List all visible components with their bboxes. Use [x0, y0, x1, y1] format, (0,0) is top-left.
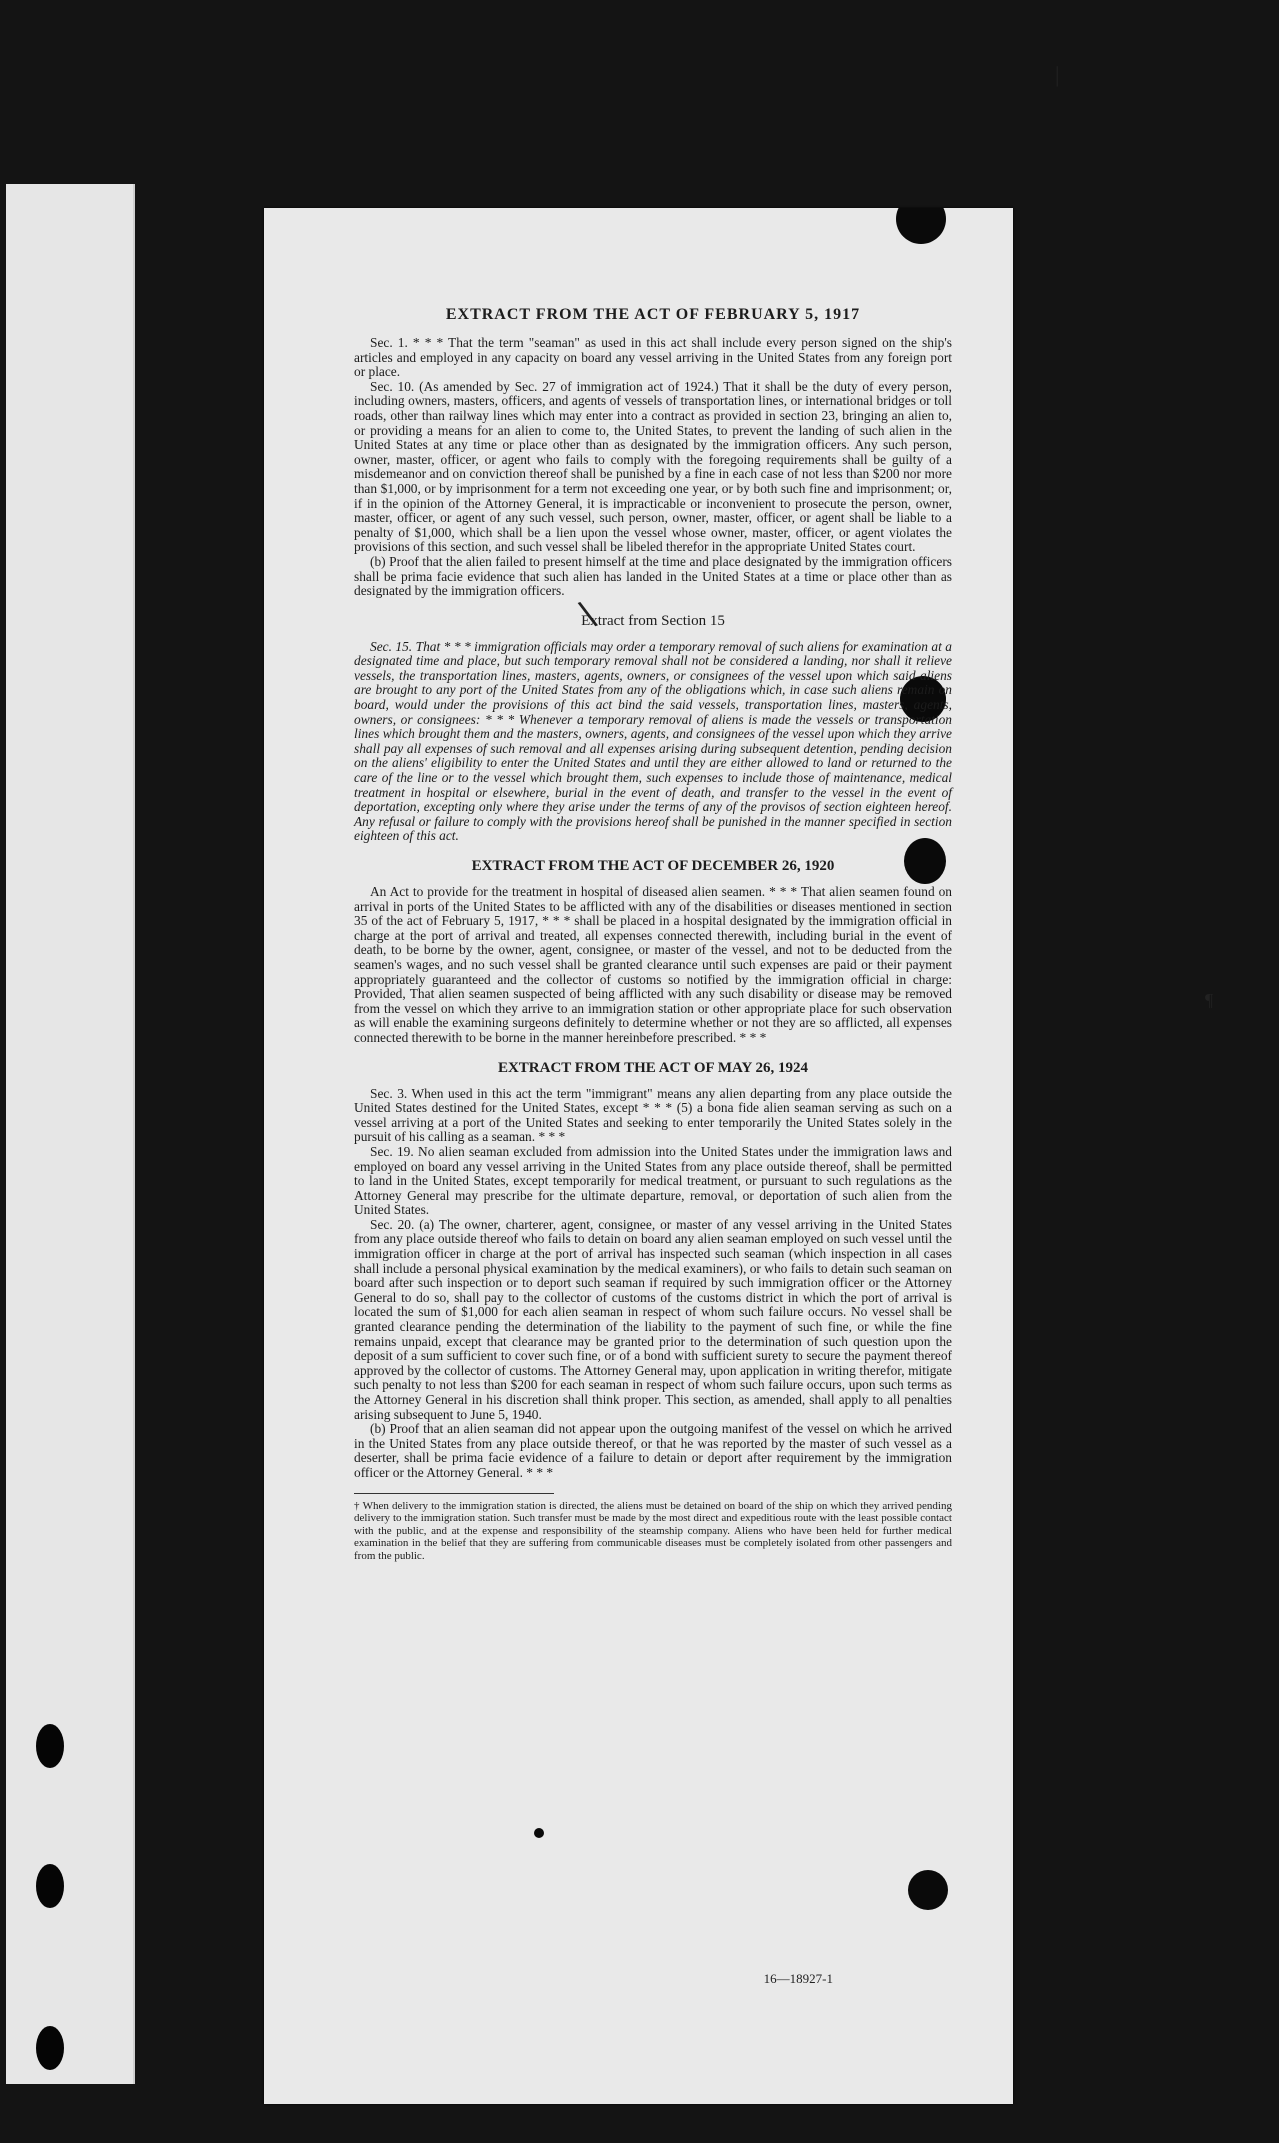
print-code: 16—18927-1	[763, 1971, 833, 1986]
paragraph-sec-15: Sec. 15. That * * * immigration officials may order a temporary removal of such aliens for examination at a designated time and place, but such temporary removal shall not be considered a landing, nor shall it relieve vessels, the transportation lines, masters, agents, owners, or consignees of the vessel upon which said aliens are brought to any port of the United States from any of the obligations which, in case such aliens remain on board, would under the provisions of this act bind the said vessels, transportation lines, masters, agents, owners, or consignees: * * * Whenever a temporary removal of aliens is made the vessels or transportation lines which brought them and the masters, owners, agents, and consignees of the vessel upon which they arrive shall pay all expenses of such removal and all expenses arising during subsequent detention, pending decision on the aliens' eligibility to enter the United States and until they are either allowed to land or returned to the care of the line or to the vessel which brought them, such expenses to include those of maintenance, medical treatment in hospital or elsewhere, burial in the event of death, and transfer to the vessel in the event of deportation, excepting only where they arise under the terms of any of the provisos of section eighteen hereof. Any refusal or failure to comply with the provisions hereof shall be punished in the manner specified in section eighteen of this act.	[354, 638, 952, 844]
document-page	[264, 208, 1013, 2104]
scan-mark: ¶	[1205, 990, 1214, 1010]
handwritten-mark: \	[575, 593, 600, 635]
ink-spot	[534, 1828, 544, 1838]
section-heading-1917: EXTRACT FROM THE ACT OF FEBRUARY 5, 1917	[445, 306, 861, 323]
footnote-rule	[354, 1493, 554, 1494]
punch-hole	[896, 208, 946, 244]
paragraph-sec-19: Sec. 19. No alien seaman excluded from admission into the United States under the immigration laws and employed on board any vessel arriving in the United States from any place outside thereof, shall be permitted to land in the United States, except temporarily for medical treatment, or pursuant to such regulations as the Attorney General may prescribe for the ultimate departure, removal, or deportation of such alien from the United States.	[354, 1143, 952, 1218]
punch-hole	[908, 1870, 948, 1910]
paragraph-sec-20-a: Sec. 20. (a) The owner, charterer, agent, consignee, or master of any vessel arriving in the United States from any place outside thereof who fails to detain on board any alien seaman employed on such vessel until the immigration officer in charge at the port of arrival has inspected such seaman (which inspection in all cases shall include a personal physical examination by the medical examiners), or who fails to detain such seaman on board after such inspection or to deport such seaman if required by such immigration officer or the Attorney General to do so, shall pay to the collector of customs of the customs district in which the port of arrival is located the sum of $1,000 for each alien seaman in respect of whom such failure occurs. No vessel shall be granted clearance pending the determination of the liability to the payment of such fine, or while the fine remains unpaid, except that clearance may be granted prior to the determination of such question upon the deposit of a sum sufficient to cover such fine, or of a bond with sufficient surety to secure the payment thereof approved by the collector of customs. The Attorney General may, upon application in writing therefor, mitigate such penalty to not less than $200 for each seaman in respect of whom such failure occurs, upon such terms as the Attorney General in his discretion shall think proper. This section, as amended, shall apply to all penalties arising subsequent to June 5, 1940.	[354, 1216, 952, 1422]
paragraph-act-1920: An Act to provide for the treatment in hospital of diseased alien seamen. * * * That alien seamen found on arrival in ports of the United States to be afflicted with any of the disabilities or diseases mentioned in section 35 of the act of February 5, 1917, * * * shall be placed in a hospital designated by the immigration official in charge at the port of arrival and treated, all expenses connected therewith, including burial in the event of death, to be borne by the owner, agent, consignee, or master of the vessel, and not to be deducted from the seamen's wages, and no such vessel shall be granted clearance until such expenses are paid or their payment appropriately guaranteed and the collector of customs so notified by the immigration official in charge: Provided, That alien seamen suspected of being afflicted with any such disability or disease may be removed from the vessel on which they arrive to an immigration station or other appropriate place for such observation as will enable the examining surgeons definitely to determine whether or not they are so afflicted, all expenses connected therewith to be borne in the manner hereinbefore prescribed. * * *	[354, 884, 952, 1045]
punch-hole	[36, 2026, 64, 2070]
paragraph-sec-20-b: (b) Proof that an alien seaman did not appear upon the outgoing manifest of the vessel on which he arrived in the United States from any place outside thereof, or that he was reported by the master of such vessel as a deserter, shall be prima facie evidence of a failure to detain or deport after requirement by the immigration officer or the Attorney General. * * *	[354, 1421, 952, 1480]
section-heading-1924: EXTRACT FROM THE ACT OF MAY 26, 1924	[497, 1059, 809, 1076]
punch-hole	[36, 1724, 64, 1768]
document-text	[354, 306, 952, 1562]
scan-mark: |	[1055, 62, 1060, 87]
paragraph-sec-3: Sec. 3. When used in this act the term "immigrant" means any alien departing from any place outside the United States destined for the United States, except * * * (5) a bona fide alien seaman serving as such on a vessel arriving at a port of the United States and seeking to enter temporarily the United States solely in the pursuit of his calling as a seaman. * * *	[354, 1085, 952, 1145]
paragraph-sec-10: Sec. 10. (As amended by Sec. 27 of immigration act of 1924.) That it shall be the duty of every person, including owners, masters, officers, and agents of vessels of transportation lines, or international bridges or toll roads, other than railway lines which may enter into a contract as provided in section 23, bringing an alien to, or providing a means for an alien to come to, the United States, to prevent the landing of such alien in the United States at any time or place other than as designated by the immigration officers. Any such person, owner, master, officer, or agent who fails to comply with the foregoing requirements shall be guilty of a misdemeanor and on conviction thereof shall be punished by a fine in each case of not less than $200 nor more than $1,000, or by imprisonment for a term not exceeding one year, or by both such fine and imprisonment; or, if in the opinion of the Attorney General, it is impracticable or inconvenient to prosecute the person, owner, master, officer, or agent of any such vessel, such person, owner, master, officer, or agent shall be liable to a penalty of $1,000, which shall be a lien upon the vessel whose owner, master, officer, or agent violates the provisions of this section, and such vessel shall be libeled therefor in the appropriate United States court.	[354, 378, 952, 555]
section-heading-sec-15: Extract from Section 15	[581, 612, 725, 629]
paragraph-sec-1: Sec. 1. * * * That the term "seaman" as used in this act shall include every person signed on the ship's articles and employed in any capacity on board any vessel arriving in the United States from any foreign port or place.	[354, 335, 952, 380]
section-heading-1920: EXTRACT FROM THE ACT OF DECEMBER 26, 1920	[471, 858, 835, 874]
punch-hole	[36, 1864, 64, 1908]
footnote: † When delivery to the immigration station is directed, the aliens must be detained on board of the ship on which they arrived pending delivery to the immigration station. Such transfer must be made by the most direct and expeditious route with the least possible contact with the public, and at the expense and responsibility of the steamship company. Aliens who have been held for further medical examination in the belief that they are suffering from communicable diseases must be completely isolated from other passengers and from the public.	[354, 1499, 952, 1562]
paragraph-sec-10-b: (b) Proof that the alien failed to present himself at the time and place designated by the immigration officers shall be prima facie evidence that such alien has landed in the United States at a time or place other than as designated by the immigration officers.	[354, 553, 952, 599]
adjacent-page-strip	[6, 184, 135, 2084]
